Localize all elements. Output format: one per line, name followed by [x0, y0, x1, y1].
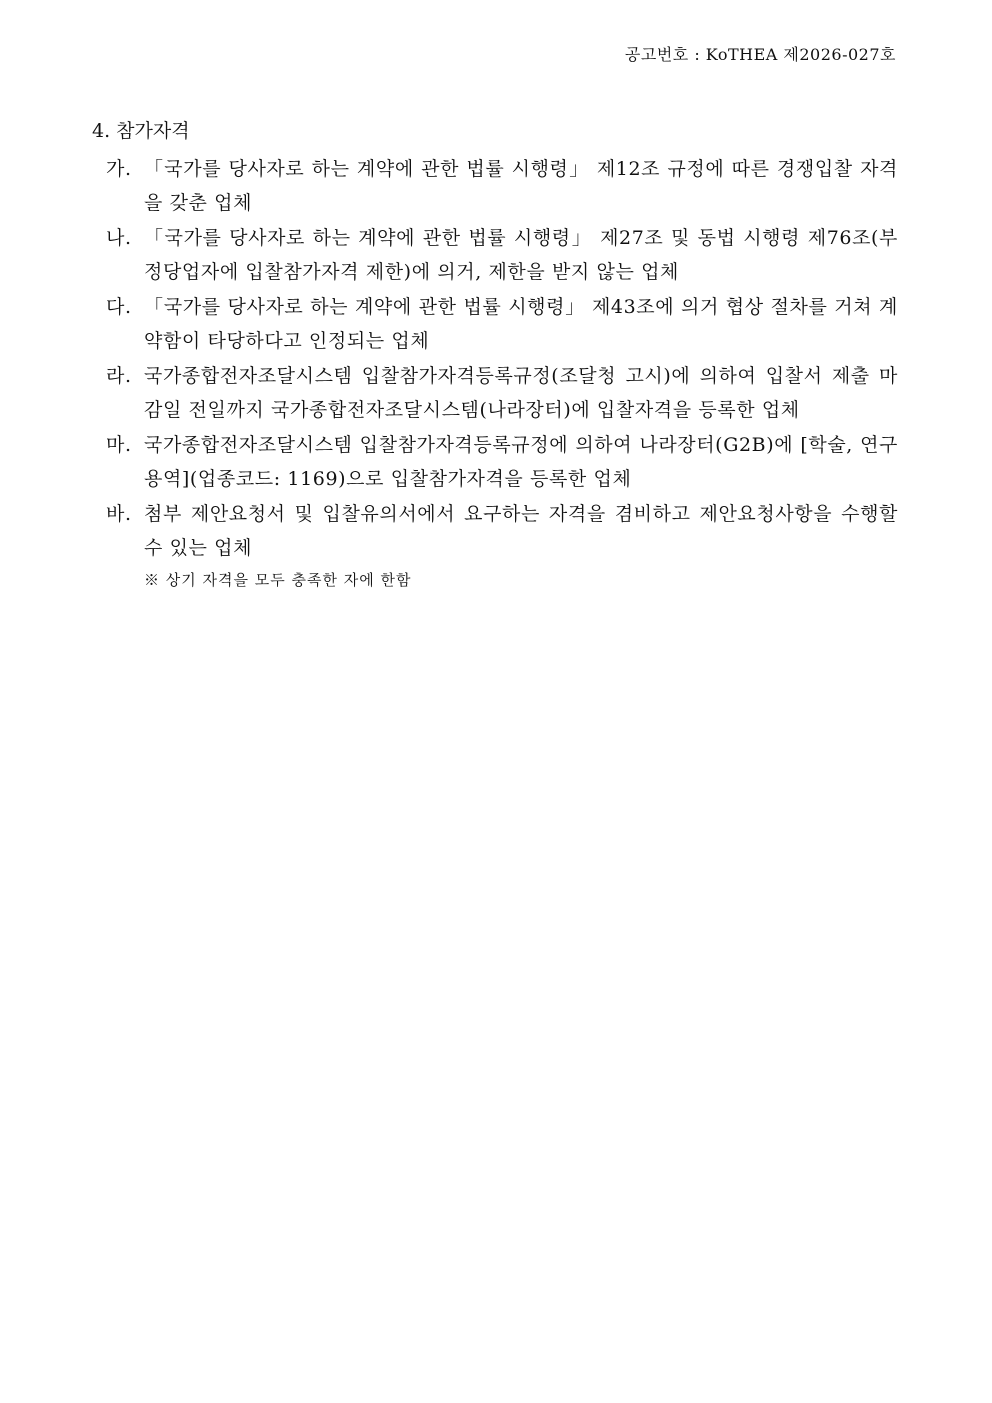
item-marker: 바.	[106, 503, 132, 525]
item-marker: 라.	[106, 365, 132, 387]
item-text: 「국가를 당사자로 하는 계약에 관한 법률 시행령」 제43조에 의거 협상 절차를 거쳐 계약함이 타당하다고 인정되는 업체	[144, 296, 898, 352]
list-item	[92, 359, 898, 427]
list-item	[92, 221, 898, 289]
item-text: 「국가를 당사자로 하는 계약에 관한 법률 시행령」 제12조 규정에 따른 경쟁입찰 자격을 갖춘 업체	[144, 158, 898, 214]
item-text: 국가종합전자조달시스템 입찰참가자격등록규정에 의하여 나라장터(G2B)에 [학술, 연구용역](업종코드: 1169)으로 입찰참가자격을 등록한 업체	[144, 434, 898, 490]
list-item	[92, 152, 898, 220]
item-marker: 나.	[106, 227, 132, 249]
list-item	[92, 497, 898, 565]
item-text: 첨부 제안요청서 및 입찰유의서에서 요구하는 자격을 겸비하고 제안요청사항을 수행할 수 있는 업체	[144, 503, 898, 559]
section-title: 4. 참가자격	[92, 120, 190, 142]
participation-qualification-section	[92, 116, 898, 593]
item-marker: 마.	[106, 434, 132, 456]
list-item	[92, 428, 898, 496]
qualification-note: ※ 상기 자격을 모두 충족한 자에 한함	[144, 571, 412, 589]
item-text: 「국가를 당사자로 하는 계약에 관한 법률 시행령」 제27조 및 동법 시행령 제76조(부정당업자에 입찰참가자격 제한)에 의거, 제한을 받지 않는 업체	[144, 227, 898, 283]
list-item	[92, 290, 898, 358]
notice-number: 공고번호 : KoTHEA 제2026-027호	[624, 45, 896, 64]
item-marker: 다.	[106, 296, 132, 318]
item-text: 국가종합전자조달시스템 입찰참가자격등록규정(조달청 고시)에 의하여 입찰서 제출 마감일 전일까지 국가종합전자조달시스템(나라장터)에 입찰자격을 등록한 업체	[144, 365, 898, 421]
item-marker: 가.	[106, 158, 132, 180]
